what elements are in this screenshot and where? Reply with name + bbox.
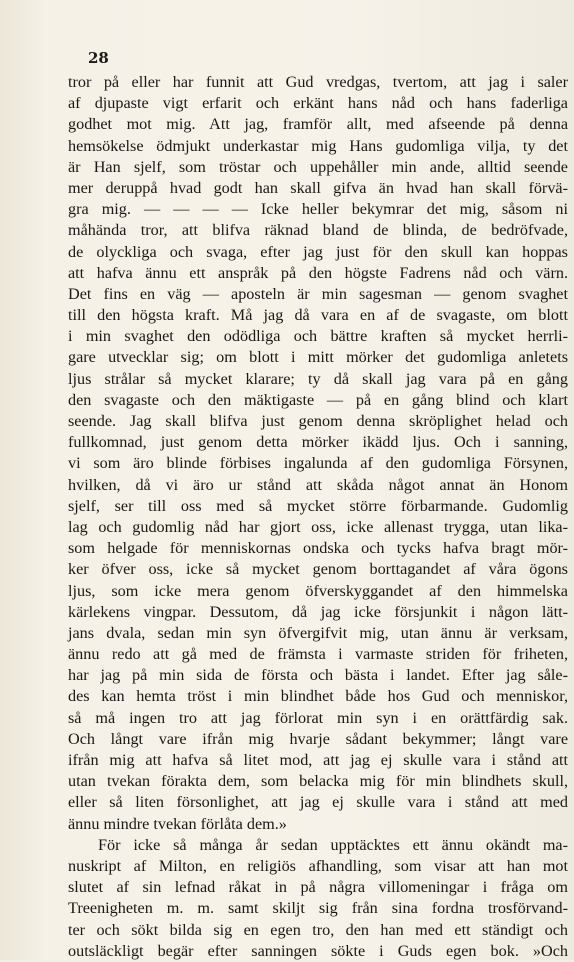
text-line: ter och sökt bilda sig en egen tro, den han med ett ständigt och xyxy=(68,920,568,939)
text-line: till den högsta kraft. Må jag då vara en af de svagaste, om blott xyxy=(68,306,568,325)
text-line: kärlekens vingpar. Dessutom, då jag icke försjunkit i någon lätt- xyxy=(68,602,568,621)
text-line: des kan hemta tröst i min blindhet både hos Gud och menniskor, xyxy=(68,687,568,706)
text-line: Treenigheten m. m. samt skiljt sig från sina fordna trosförvand- xyxy=(68,899,568,918)
text-line: mer deruppå hvad godt han skall gifva än hvad han skall förvä- xyxy=(68,178,568,197)
body-text xyxy=(68,72,568,962)
text-line: de olyckliga och svaga, efter jag just för den skull kan hoppas xyxy=(68,242,568,261)
text-line: den svagaste och den mäktigaste — på en gång blind och klart xyxy=(68,390,568,409)
text-line: gra mig. — — — — Icke heller bekymrar det mig, såsom ni xyxy=(68,200,568,219)
text-line: gare utvecklar sig; om blott i mitt mörker det gudomliga anletets xyxy=(68,348,568,367)
text-line: Det fins en väg — aposteln är min sagesman — genom svaghet xyxy=(68,284,568,303)
text-line: Och långt vare ifrån mig hvarje sådant bekymmer; långt vare xyxy=(68,729,568,748)
text-line: outsläckligt begär efter sanningen sökte i Guds egen bok. »Och xyxy=(68,941,568,960)
text-line: hemsökelse ödmjukt underkastar mig Hans gudomliga vilja, ty det xyxy=(68,136,568,155)
text-line: slutet af sin lefnad råkat in på några villomeningar i fråga om xyxy=(68,878,568,897)
text-line: nuskript af Milton, en religiös afhandling, som visar att han mot xyxy=(68,856,568,875)
text-line: af djupaste vigt erfarit och erkänt hans nåd och hans faderliga xyxy=(68,94,568,113)
text-line: ker öfver oss, icke så mycket genom borttagandet af våra ögons xyxy=(68,560,568,579)
text-line: så må ingen tro att jag förlorat min syn i en orättfärdig sak. xyxy=(68,708,568,727)
text-line: är Han sjelf, som tröstar och uppehåller min ande, alltid seende xyxy=(68,157,568,176)
text-line: godhet mot mig. Att jag, framför allt, med afseende på denna xyxy=(68,115,568,134)
text-line: tror på eller har funnit att Gud vredgas, tvertom, att jag i saler xyxy=(68,73,568,91)
text-line: jans dvala, sedan min syn öfvergifvit mig, utan ännu är verksam, xyxy=(68,623,568,642)
text-line: måhända tror, att blifva räknad bland de blinda, de bedröfvade, xyxy=(68,221,568,240)
text-line: ljus strålar så mycket klarare; ty då skall jag vara på en gång xyxy=(68,369,568,388)
text-line: utan tvekan förakta dem, som belacka mig för min blindhets skull, xyxy=(68,772,568,791)
text-line: hvilken, då vi äro ur stånd att skåda något annat än Honom xyxy=(68,475,568,494)
text-line: som helgade för menniskornas ondska och tycks hafva bragt mör- xyxy=(68,539,568,558)
text-line: vi som äro blinde förbises ingalunda af den gudomliga Försynen, xyxy=(68,454,568,473)
text-line: ifrån mig att hafva så litet mod, att jag ej skulle vara i stånd att xyxy=(68,751,568,769)
text-line: sjelf, ser till oss med så mycket större förbarmande. Gudomlig xyxy=(68,496,568,515)
text-line: lag och gudomlig nåd har gjort oss, icke allenast trygga, utan lika- xyxy=(68,517,568,536)
text-line: seende. Jag skall blifva just genom denna skröplighet helad och xyxy=(68,412,568,430)
text-line: ännu redo att gå med de främsta i varmaste striden för friheten, xyxy=(68,645,568,664)
text-line: fullkomnad, just genom detta mörker ikädd ljus. Och i sanning, xyxy=(68,433,568,452)
page-number: 28 xyxy=(88,49,109,67)
text-line: För icke så många år sedan upptäcktes ett ännu okändt ma- xyxy=(98,835,568,854)
text-line: att hafva ännu ett anspråk på den högste Fadrens nåd och värn. xyxy=(68,263,568,282)
text-line: i min svaghet den odödliga och bättre kraften så mycket herrli- xyxy=(68,327,568,346)
text-line: har jag på min sida de första och bästa i landet. Efter jag såle- xyxy=(68,666,568,685)
text-line: ljus, som icke mera genom öfverskyggandet af den himmelska xyxy=(68,581,568,600)
text-line: eller så liten försonlighet, att jag ej skulle vara i stånd att med xyxy=(68,793,568,812)
text-line: ännu mindre tvekan förlåta dem.» xyxy=(68,814,287,833)
